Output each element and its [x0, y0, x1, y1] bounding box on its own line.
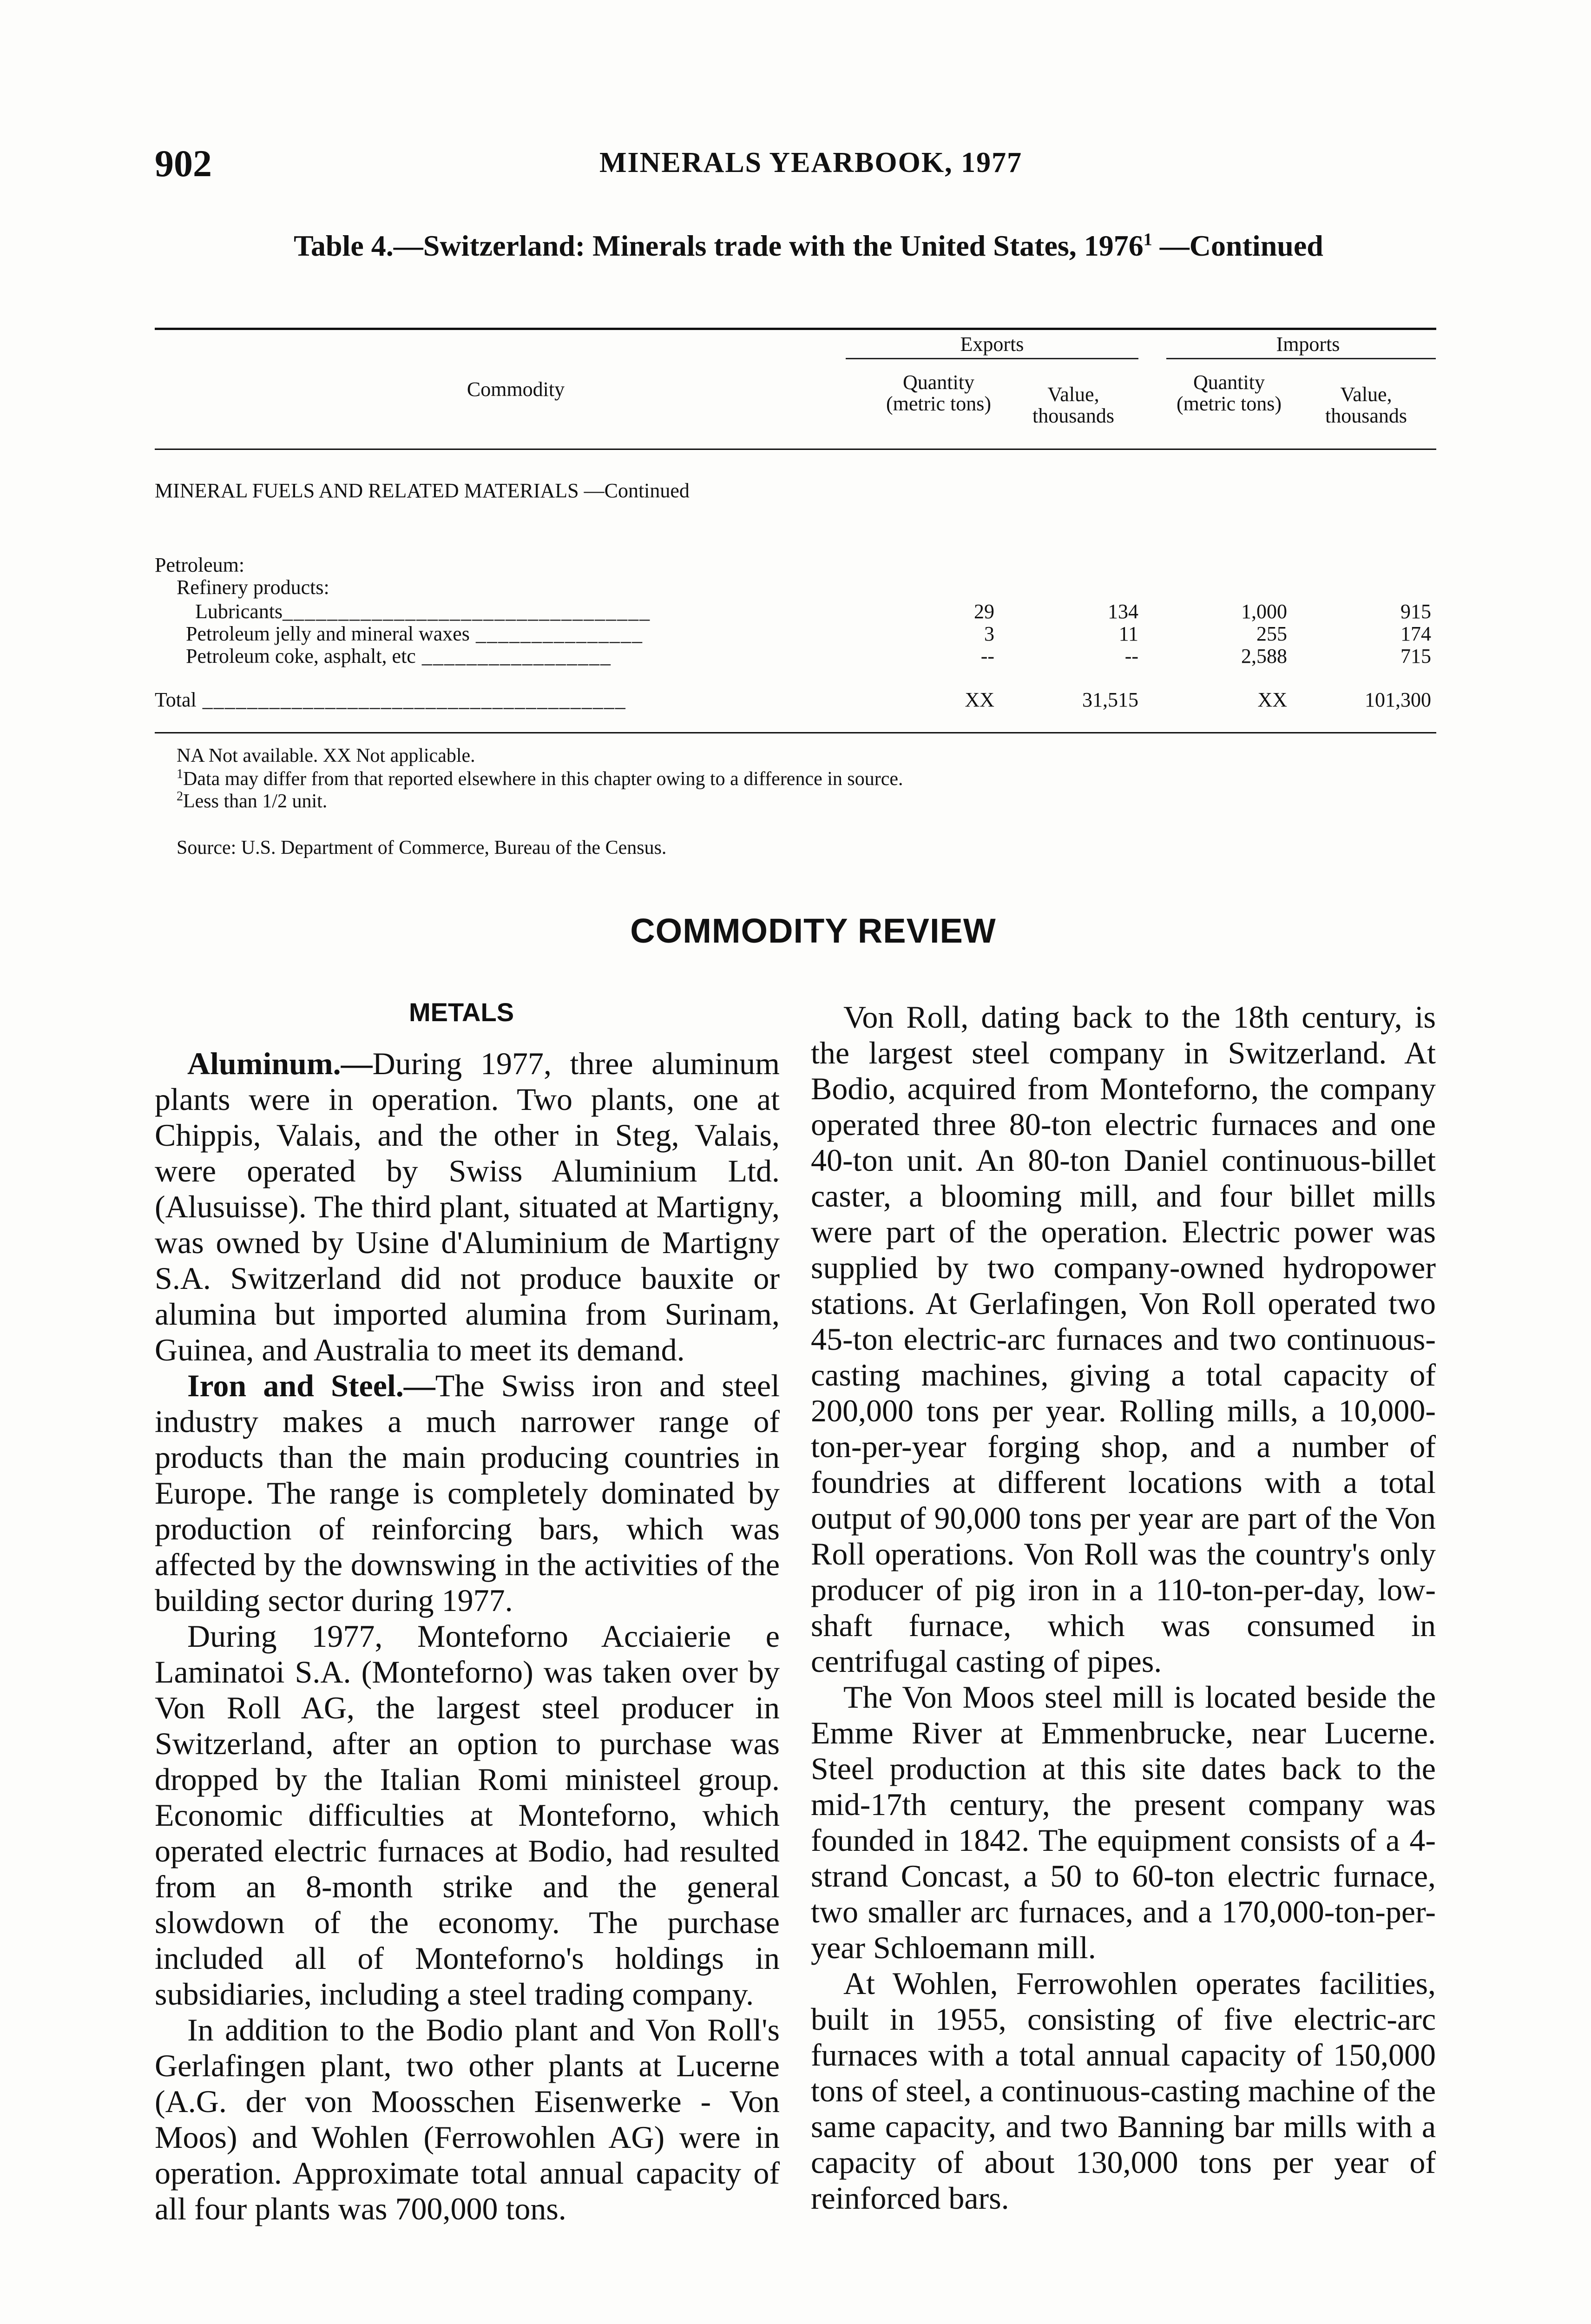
body-paragraph: Von Roll, dating back to the 18th century, is the largest steel company in Switzerland. At Bodio, acquired from Monteforno, the company operated three 80-ton electric furnaces and one 40-ton unit. An 80-ton Daniel continuous-billet caster, a blooming mill, and four billet mills were part of the operation. Electric power was supplied by two company-owned hydropower stations. At Gerlafingen, Von Roll operated two 45-ton electric-arc furnaces and two continuous-casting machines, giving a total capacity of 200,000 tons per year. Rolling mills, a 10,000-ton-per-year forging shop, and a number of foundries at different locations with a total output of 90,000 tons per year are part of the Von Roll operations. Von Roll was the country's only producer of pig iron in a 110-ton-per-day, low-shaft furnace, which was consumed in centrifugal casting of pipes. [811, 999, 1436, 1679]
iron-steel-run-in-heading: Iron and Steel.— [187, 1368, 435, 1403]
table-row-label: Petroleum jelly and mineral waxes _______________ [186, 622, 643, 645]
note-abbreviations: NA Not available. XX Not applicable. [177, 745, 475, 766]
table-bottom-rule [155, 732, 1436, 733]
exports-quantity-header: Quantity (metric tons) [886, 371, 992, 415]
table-cell: 255 [1256, 622, 1287, 645]
table-cell: 11 [1118, 622, 1138, 645]
imports-quantity-header: Quantity (metric tons) [1176, 371, 1282, 415]
body-paragraph: During 1977, Monteforno Acciaierie e Laminatoi S.A. (Monteforno) was taken over by Von Roll AG, the largest steel producer in Switzerland, after an option to purchase was dropped by the Italian Romi ministeel group. Economic difficulties at Monteforno, which operated electric furnaces at Bodio, had resulted from an 8-month strike and the general slowdown of the economy. The purchase included all of Monteforno's holdings in subsidiaries, including a steel trading company. [155, 1618, 780, 2012]
table-row-label: Lubricants_________________________________ [195, 600, 651, 623]
table-total-label: Total ______________________________________ [155, 688, 626, 711]
table-cell: 1,000 [1241, 600, 1287, 623]
exports-value-header: Value, thousands [1032, 383, 1114, 427]
page-number: 902 [155, 142, 212, 185]
footnote-1: $^1$Data may differ from that reported elsewhere in this chapter owing to a difference in source. [177, 767, 903, 790]
left-column [155, 1046, 780, 2227]
table-title-note: 1 [1143, 230, 1152, 250]
table-title-suffix: —Continued [1152, 229, 1323, 262]
imports-rule [1166, 358, 1436, 359]
table-header-rule [155, 449, 1436, 450]
table-section-label: MINERAL FUELS AND RELATED MATERIALS —Continued [155, 479, 690, 502]
table-top-rule [155, 328, 1436, 330]
table-title-text: Table 4.—Switzerland: Minerals trade with the United States, 1976 [294, 229, 1144, 262]
body-paragraph: The Von Moos steel mill is located beside the Emme River at Emmenbrucke, near Lucerne. Steel production at this site dates back to the mid-17th century, the present company was founded in 1842. The equipment consists of a 4-strand Concast, a 50 to 60-ton electric furnace, two smaller arc furnaces, and a 170,000-ton-per-year Schloemann mill. [811, 1679, 1436, 1965]
table-total-cell: XX [965, 688, 994, 711]
aluminum-run-in-heading: Aluminum.— [187, 1046, 373, 1081]
table-cell: 715 [1400, 645, 1431, 667]
body-paragraph: At Wohlen, Ferrowohlen operates facilities, built in 1955, consisting of five electric-arc furnaces with a total annual capacity of 150,000 tons of steel, a continuous-casting machine of the same capacity, and two Banning bar mills with a capacity of about 130,000 tons per year of reinforced bars. [811, 1966, 1436, 2216]
table-title [214, 229, 1403, 263]
table-total-cell: 31,515 [1082, 688, 1138, 711]
exports-header: Exports [960, 333, 1024, 356]
table-total-cell: 101,300 [1365, 688, 1431, 711]
running-head: MINERALS YEARBOOK, 1977 [599, 147, 1023, 178]
iron-steel-paragraph: Iron and Steel.—The Swiss iron and steel industry makes a much narrower range of products than the main producing countries in Europe. The range is completely dominated by production of reinforcing bars, which was affected by the downswing in the activities of the building sector during 1977. [155, 1368, 780, 1618]
table-total-cell: XX [1257, 688, 1287, 711]
table-cell: 915 [1400, 600, 1431, 623]
footnote-2: $^2$Less than 1/2 unit. [177, 789, 328, 812]
table-cell: -- [980, 645, 994, 667]
table-subgroup-label: Refinery products: [177, 576, 329, 599]
table-cell: 29 [974, 600, 994, 623]
section-heading: COMMODITY REVIEW [630, 911, 996, 950]
table-cell: 174 [1400, 622, 1431, 645]
subsection-heading: METALS [409, 997, 514, 1027]
imports-value-header: Value, thousands [1325, 383, 1407, 427]
imports-header: Imports [1276, 333, 1340, 356]
table-group-label: Petroleum: [155, 554, 245, 576]
table-source: Source: U.S. Department of Commerce, Bureau of the Census. [177, 837, 667, 858]
table-cell: 3 [984, 622, 994, 645]
table-row-label: Petroleum coke, asphalt, etc _________________ [186, 645, 611, 667]
exports-rule [846, 358, 1138, 359]
body-paragraph: In addition to the Bodio plant and Von Roll's Gerlafingen plant, two other plants at Lucerne (A.G. der von Moosschen Eisenwerke - Von Moos) and Wohlen (Ferrowohlen AG) were in operation. Approximate total annual capacity of all four plants was 700,000 tons. [155, 2012, 780, 2226]
aluminum-paragraph: Aluminum.—During 1977, three aluminum plants were in operation. Two plants, one at Chippis, Valais, and the other in Steg, Valais, were operated by Swiss Aluminium Ltd. (Alusuisse). The third plant, situated at Martigny, was owned by Usine d'Aluminium de Martigny S.A. Switzerland did not produce bauxite or alumina but imported alumina from Surinam, Guinea, and Australia to meet its demand. [155, 1046, 780, 1367]
commodity-header: Commodity [467, 378, 565, 401]
right-column [811, 999, 1436, 2216]
table-cell: -- [1124, 645, 1138, 667]
table-cell: 134 [1108, 600, 1138, 623]
table-cell: 2,588 [1241, 645, 1287, 667]
